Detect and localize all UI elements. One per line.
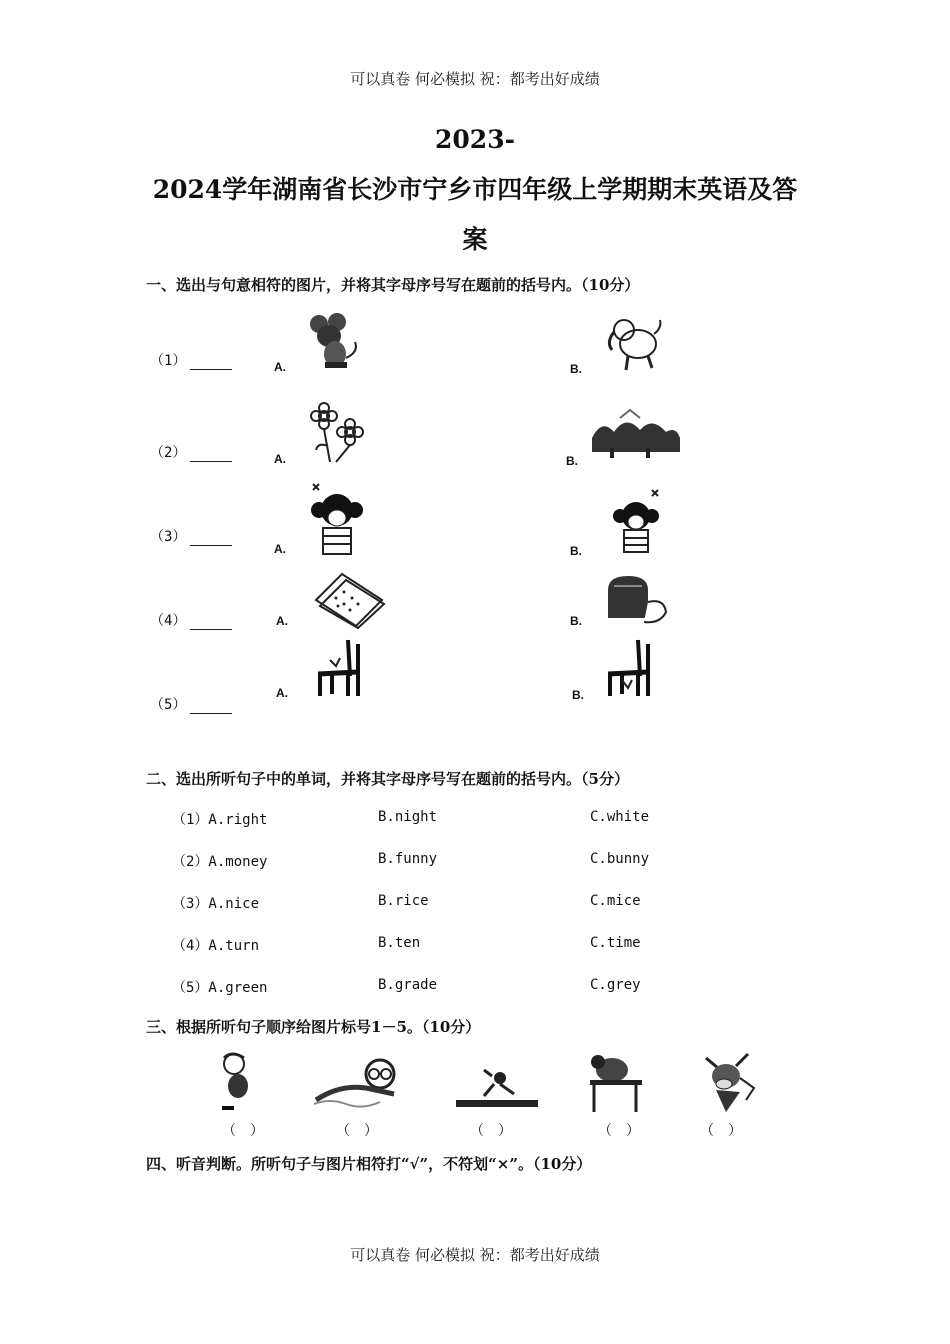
- title-line-3: 案: [462, 225, 488, 254]
- word-option: C.white: [590, 809, 650, 825]
- question-2: （2）: [150, 442, 232, 462]
- answer-blank[interactable]: [190, 357, 232, 370]
- option-b-label: B.: [572, 688, 584, 702]
- chair-icon: [602, 634, 654, 698]
- question-4: （4）: [150, 610, 232, 630]
- crackers-icon: [312, 570, 386, 630]
- option-a-label: A.: [276, 686, 288, 700]
- answer-blank[interactable]: [190, 533, 232, 546]
- chair-icon: [312, 636, 364, 700]
- word-option: C.grey: [590, 977, 641, 993]
- answer-paren[interactable]: （ ）: [598, 1123, 640, 1139]
- answer-paren[interactable]: （ ）: [700, 1123, 742, 1139]
- word-option: B.rice: [378, 893, 429, 909]
- answer-paren[interactable]: （ ）: [470, 1123, 512, 1139]
- section-1-heading: 一、选出与句意相符的图片，并将其字母序号写在题前的括号内。（10分）: [146, 276, 640, 294]
- swimmer-icon: [310, 1054, 406, 1110]
- word-option: （2）A.money: [172, 854, 268, 870]
- mouse-icon: [305, 312, 365, 370]
- option-b-label: B.: [570, 362, 582, 376]
- word-option: （3）A.nice: [172, 896, 260, 912]
- question-3: （3）: [150, 526, 232, 546]
- option-a-label: A.: [274, 360, 286, 374]
- section-3-heading: 三、根据所听句子顺序给图片标号1－5。（10分）: [146, 1018, 481, 1036]
- bread-icon: [604, 572, 670, 628]
- boy-icon: [214, 1050, 260, 1116]
- section-4-heading: 四、听音判断。所听句子与图片相符打“√”，不符划“×”。（10分）: [146, 1155, 592, 1173]
- word-option: B.grade: [378, 977, 438, 993]
- page-footer: 可以真卷 何必模拟 祝：都考出好成绩: [350, 1246, 600, 1264]
- option-b-label: B.: [566, 454, 578, 468]
- cat-on-table-icon: [586, 1050, 646, 1116]
- word-option: C.mice: [590, 893, 641, 909]
- option-b-label: B.: [570, 614, 582, 628]
- bull-icon: [696, 1048, 758, 1116]
- word-option: C.time: [590, 935, 641, 951]
- answer-blank[interactable]: [190, 449, 232, 462]
- question-5: （5）: [150, 694, 232, 714]
- option-a-label: A.: [274, 452, 286, 466]
- answer-blank[interactable]: [190, 701, 232, 714]
- option-b-label: B.: [570, 544, 582, 558]
- elephant-icon: [604, 312, 666, 374]
- section-2-heading: 二、选出所听句子中的单词，并将其字母序号写在题前的括号内。（5分）: [146, 770, 629, 788]
- question-1: （1）: [150, 350, 232, 370]
- page-header: 可以真卷 何必模拟 祝：都考出好成绩: [350, 70, 600, 88]
- option-a-label: A.: [276, 614, 288, 628]
- girl-icon: [608, 486, 668, 556]
- title-line-2: 2024学年湖南省长沙市宁乡市四年级上学期期末英语及答: [152, 175, 798, 204]
- answer-paren[interactable]: （ ）: [336, 1123, 378, 1139]
- answer-paren[interactable]: （ ）: [222, 1123, 264, 1139]
- girl-icon: [305, 480, 369, 558]
- word-option: B.ten: [378, 935, 421, 951]
- title-line-1: 2023-: [435, 125, 515, 154]
- word-option: （4）A.turn: [172, 938, 260, 954]
- diver-icon: [454, 1066, 540, 1110]
- word-option: C.bunny: [590, 851, 650, 867]
- word-option: （1）A.right: [172, 812, 268, 828]
- word-option: B.funny: [378, 851, 438, 867]
- flowers-icon: [306, 402, 368, 466]
- trees-icon: [590, 408, 682, 460]
- word-option: （5）A.green: [172, 980, 268, 996]
- answer-blank[interactable]: [190, 617, 232, 630]
- word-option: B.night: [378, 809, 438, 825]
- option-a-label: A.: [274, 542, 286, 556]
